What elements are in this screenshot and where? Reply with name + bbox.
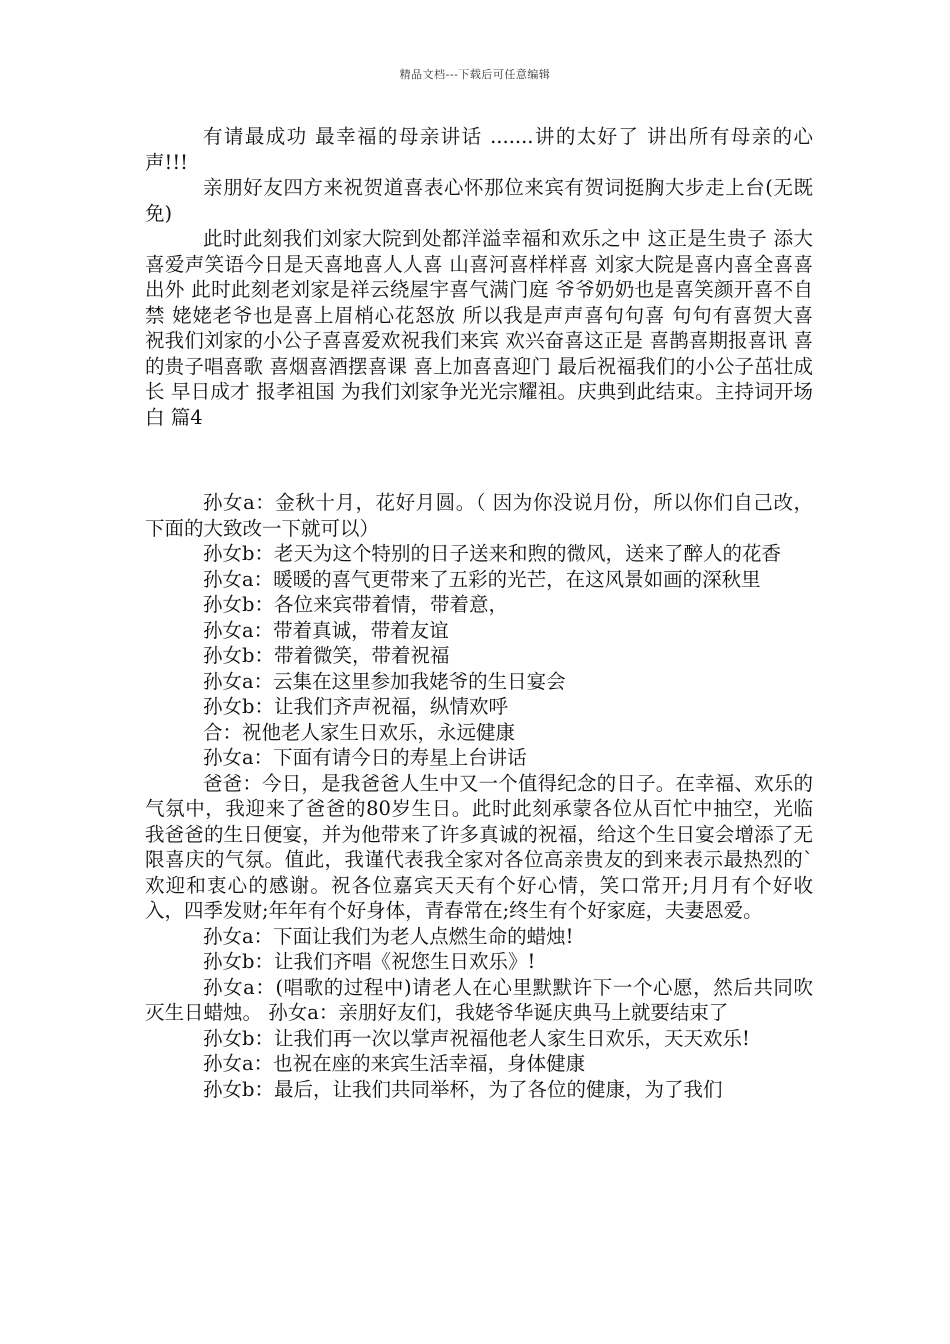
paragraph: 爸爸：今日，是我爸爸人生中又一个值得纪念的日子。在幸福、欢乐的气氛中，我迎来了爸爸的80岁生日。此时此刻承蒙各位从百忙中抽空，光临我爸爸的生日便宴，并为他带来了许多真诚的祝福，给这个生日宴会增添了无限喜庆的气氛。值此，我谨代表我全家对各位高亲贵友的到来表示最热烈的`欢迎和衷心的感谢。祝各位嘉宾天天有个好心情，笑口常开;月月有个好收入，四季发财;年年有个好身体，青春常在;终生有个好家庭，夫妻恩爱。 [145, 771, 813, 922]
paragraph: 孙女a：下面让我们为老人点燃生命的蜡烛! [203, 924, 574, 948]
paragraph: 合：祝他老人家生日欢乐，永远健康 [203, 720, 516, 744]
page-header: 精品文档---下载后可任意编辑 [399, 68, 551, 81]
paragraph: 孙女b：带着微笑，带着祝福 [203, 644, 450, 667]
paragraph: 孙女a：金秋十月，花好月圆。（ 因为你没说月份，所以你们自己改，下面的大致改一下就可以） [145, 491, 813, 540]
paragraph: 有请最成功 最幸福的母亲讲话 .......讲的太好了 讲出所有母亲的心声!!! [145, 125, 813, 174]
paragraph: 孙女b：让我们齐唱《祝您生日欢乐》! [203, 950, 536, 973]
paragraph: 孙女b：最后，让我们共同举杯，为了各位的健康，为了我们 [203, 1077, 723, 1101]
paragraph: 孙女a：下面有请今日的寿星上台讲话 [203, 746, 527, 769]
paragraph: 孙女a：云集在这里参加我姥爷的生日宴会 [203, 669, 566, 693]
paragraph: 孙女a：(唱歌的过程中)请老人在心里默默许下一个心愿，然后共同吹灭生日蜡烛。 孙女a：亲朋好友们，我姥爷华诞庆典马上就要结束了 [145, 975, 813, 1024]
paragraph: 孙女a：带着真诚，带着友谊 [203, 618, 449, 642]
paragraph: 亲朋好友四方来祝贺道喜表心怀那位来宾有贺词挺胸大步走上台(无既免) [145, 176, 813, 225]
paragraph: 孙女a：暖暖的喜气更带来了五彩的光芒，在这风景如画的深秋里 [203, 567, 761, 591]
text-block-1 [145, 124, 813, 430]
text-block-2 [145, 490, 813, 1102]
paragraph: 孙女b：老天为这个特别的日子送来和煦的微风，送来了醉人的花香 [203, 542, 781, 565]
paragraph: 孙女b：让我们齐声祝福，纵情欢呼 [203, 695, 508, 718]
paragraph: 此时此刻我们刘家大院到处都洋溢幸福和欢乐之中 这正是生贵子 添大喜爱声笑语今日是天喜地喜人人喜 山喜河喜样样喜 刘家大院是喜内喜全喜喜出外 此时此刻老刘家是祥云绕屋宇喜气满门庭 爷爷奶奶也是喜笑颜开喜不自禁 姥姥老爷也是喜上眉梢心花怒放 所以我是声声喜句句喜 句句有喜贺大喜 祝我们刘家的小公子喜喜爱欢祝我们来宾 欢兴奋喜这正是 喜鹊喜期报喜讯 喜的贵子唱喜歌 喜烟喜酒摆喜课 喜上加喜喜迎门 最后祝福我们的小公子茁壮成长 早日成才 报孝祖国 为我们刘家争光光宗耀祖。庆典到此结束。主持词开场白 篇4 [145, 227, 813, 429]
paragraph: 孙女a：也祝在座的来宾生活幸福，身体健康 [203, 1052, 586, 1075]
paragraph: 孙女b：让我们再一次以掌声祝福他老人家生日欢乐，天天欢乐! [203, 1026, 750, 1050]
paragraph: 孙女b：各位来宾带着情，带着意， [203, 593, 508, 616]
